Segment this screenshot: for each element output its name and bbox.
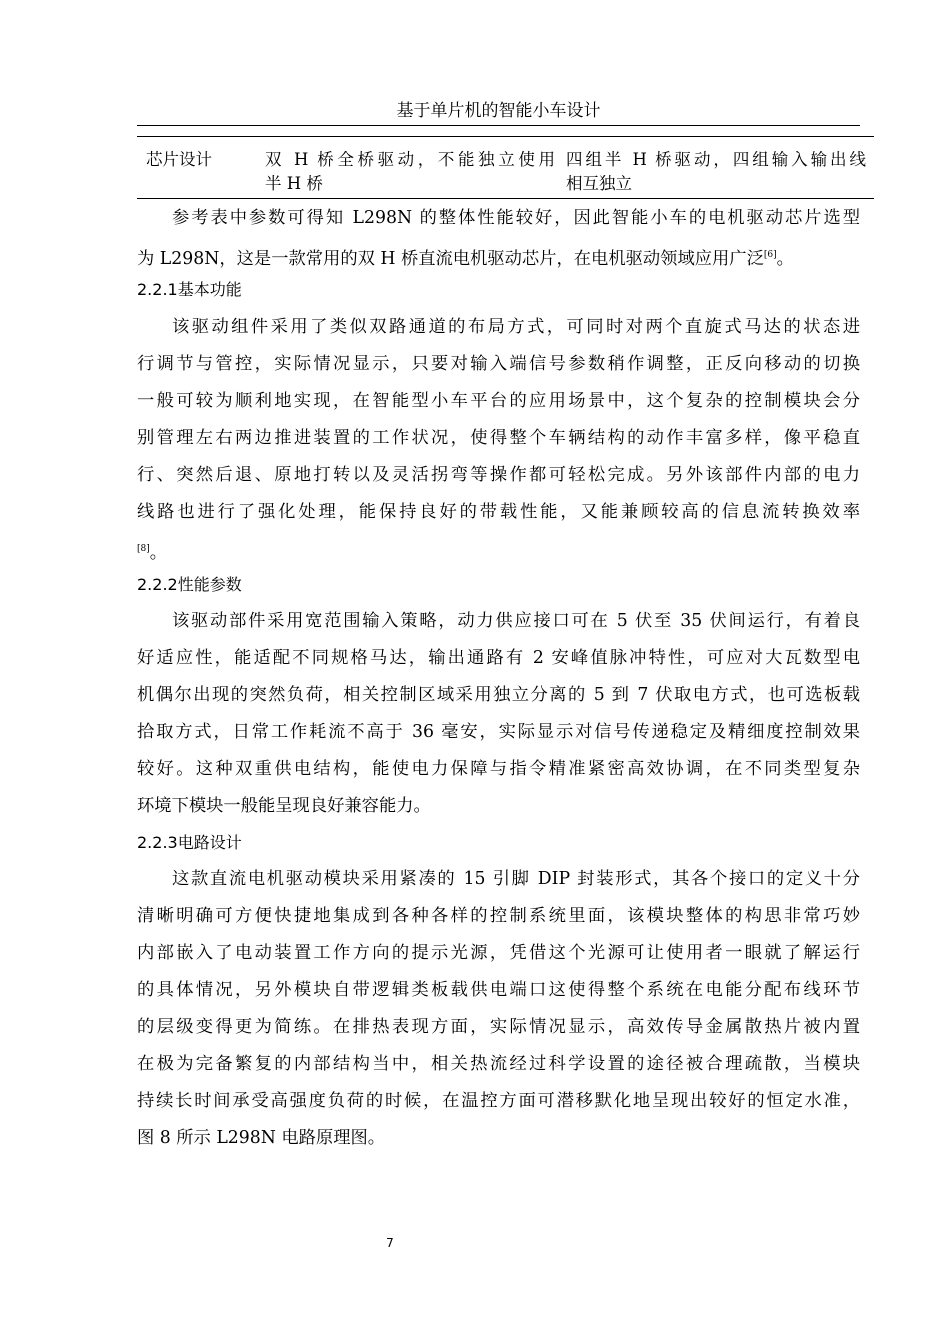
table-col3-line1: 四组半 H 桥驱动，四组输入输出线 <box>566 150 866 169</box>
page-number: 7 <box>386 1236 394 1250</box>
intro-line-2 <box>137 237 860 278</box>
section3-line-6: 在极为完备繁复的内部结构当中，相关热流经过科学设置的途径被合理疏散，当模块 <box>137 1054 860 1074</box>
intro-line-1: 参考表中参数可得知 L298N 的整体性能较好，因此智能小车的电机驱动芯片选型 <box>172 208 860 228</box>
section1-line-3: 一般可较为顺利地实现，在智能型小车平台的应用场景中，这个复杂的控制模块会分 <box>137 391 860 411</box>
section1-line-6: 线路也进行了强化处理，能保持良好的带载性能，又能兼顾较高的信息流转换效率 <box>137 502 860 522</box>
section1-line-2: 行调节与管控，实际情况显示，只要对输入端信号参数稍作调整，正反向移动的切换 <box>137 354 860 374</box>
section2-line-2: 好适应性，能适配不同规格马达，输出通路有 2 安峰值脉冲特性，可应对大瓦数型电 <box>137 648 860 668</box>
section2-line-5: 较好。这种双重供电结构，能使电力保障与指令精准紧密高效协调，在不同类型复杂 <box>137 759 860 779</box>
section3-line-4: 的具体情况，另外模块自带逻辑类板载供电端口这使得整个系统在电能分配布线环节 <box>137 980 860 1000</box>
section-heading-2-2-2: 2.2.2性能参数 <box>137 575 242 594</box>
table-bottom-rule <box>137 198 874 199</box>
section3-line-1: 这款直流电机驱动模块采用紧凑的 15 引脚 DIP 封装形式，其各个接口的定义十分 <box>172 869 860 889</box>
section2-line-4: 拾取方式，日常工作耗流不高于 36 毫安，实际显示对信号传递稳定及精细度控制效果 <box>137 722 860 742</box>
section2-line-3: 机偶尔出现的突然负荷，相关控制区域采用独立分离的 5 到 7 伏取电方式，也可选板载 <box>137 685 860 705</box>
section1-line-5: 行、突然后退、原地打转以及灵活拐弯等操作都可轻松完成。另外该部件内部的电力 <box>137 465 860 485</box>
section3-line-7: 持续长时间承受高强度负荷的时候，在温控方面可潜移默化地呈现出较好的恒定水准， <box>137 1091 860 1111</box>
section3-line-2: 清晰明确可方便快捷地集成到各种各样的控制系统里面，该模块整体的构思非常巧妙 <box>137 906 860 926</box>
table-cell-col3 <box>566 148 866 196</box>
section1-line-7 <box>137 531 860 572</box>
header-rule <box>137 125 860 126</box>
intro-paragraph <box>137 200 860 278</box>
section1-line-4: 别管理左右两边推进装置的工作状况，使得整个车辆结构的动作丰富多样，像平稳直 <box>137 428 860 448</box>
section3-line-8: 图 8 所示 L298N 电路原理图。 <box>137 1128 386 1148</box>
section1-paragraph <box>137 309 860 572</box>
running-header: 基于单片机的智能小车设计 <box>396 101 601 121</box>
section2-paragraph <box>137 603 860 825</box>
table-col2-line2: 半 H 桥 <box>265 174 323 193</box>
section-heading-2-2-1: 2.2.1基本功能 <box>137 280 242 299</box>
table-cell-col2 <box>265 148 555 196</box>
intro-line-2-text: 为 L298N，这是一款常用的双 H 桥直流电机驱动芯片，在电机驱动领域应用广泛 <box>137 249 764 269</box>
section2-line-1: 该驱动部件采用宽范围输入策略，动力供应接口可在 5 伏至 35 伏间运行，有着良 <box>172 611 860 631</box>
section-heading-2-2-3: 2.2.3电路设计 <box>137 833 242 852</box>
section3-line-5: 的层级变得更为简练。在排热表现方面，实际情况显示，高效传导金属散热片被内置 <box>137 1017 860 1037</box>
section3-line-3: 内部嵌入了电动装置工作方向的提示光源，凭借这个光源可让使用者一眼就了解运行 <box>137 943 860 963</box>
section1-tail: 。 <box>149 543 168 563</box>
table-cell-label <box>146 148 256 172</box>
table-top-rule <box>137 136 874 137</box>
intro-line-2-tail: 。 <box>776 249 794 269</box>
table-col3-line2: 相互独立 <box>566 174 632 193</box>
citation-ref-8: [8] <box>137 544 150 554</box>
table-col2-line1: 双 H 桥全桥驱动，不能独立使用 <box>265 150 555 169</box>
table-label-text: 芯片设计 <box>146 150 212 169</box>
section2-line-6: 环境下模块一般能呈现良好兼容能力。 <box>137 796 431 816</box>
section3-paragraph <box>137 861 860 1157</box>
section1-line-1: 该驱动组件采用了类似双路通道的布局方式，可同时对两个直旋式马达的状态进 <box>172 317 860 337</box>
citation-ref-6: [6] <box>763 250 777 260</box>
